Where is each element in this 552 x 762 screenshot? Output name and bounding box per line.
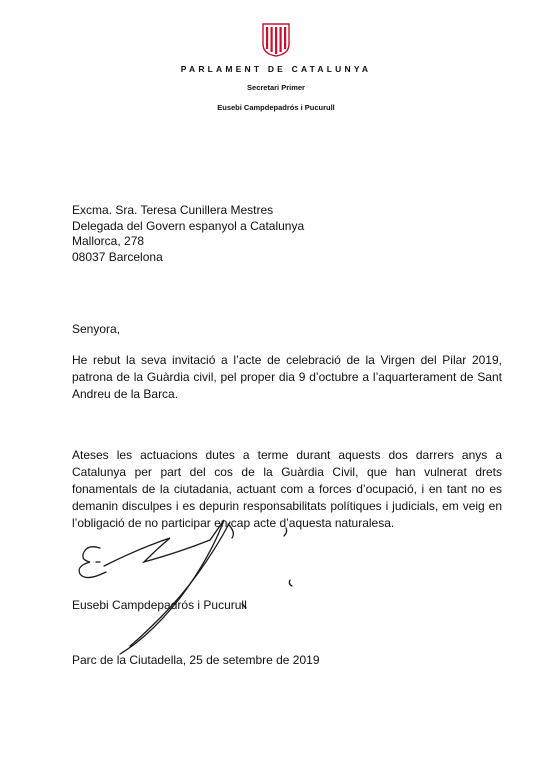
place-and-date: Parc de la Ciutadella, 25 de setembre de 2019	[72, 653, 320, 667]
recipient-line: 08037 Barcelona	[72, 249, 163, 264]
paragraph-refusal: Ateses les actuacions dutes a terme durant aquests dos darrers anys a Catalunya per part del cos de la Guàrdia Civil, que han vulnerat drets fonamentals de la ciutadania, actuant com a forces d’ocupació, i en tant no es demanin disculpes i es depurin responsabilitats polítiques i judicials, em veig en l’obligació de no participar en cap acte d’aquesta naturalesa.	[72, 448, 502, 530]
salutation: Senyora,	[72, 322, 121, 336]
recipient-line: Delegada del Govern espanyol a Catalunya	[72, 218, 305, 233]
parliament-emblem-icon	[261, 22, 291, 58]
signatory-name: Eusebi Campdepadrós i Pucurull	[72, 598, 247, 612]
recipient-line: Mallorca, 278	[72, 234, 145, 248]
recipient-address	[72, 203, 304, 265]
institution-name: PARLAMENT DE CATALUNYA	[180, 64, 372, 74]
recipient-line: Excma. Sra. Teresa Cunillera Mestres	[72, 203, 274, 217]
letterhead	[0, 22, 552, 112]
sender-name: Eusebi Campdepadrós i Pucurull	[217, 103, 335, 112]
handwritten-signature	[60, 518, 320, 658]
paragraph-invitation: He rebut la seva invitació a l’acte de celebració de la Virgen del Pilar 2019, patrona de la Guàrdia civil, pel proper dia 9 d’octubre a l’aquarterament de Sant Andreu de la Barca.	[72, 353, 502, 401]
sender-position: Secretari Primer	[247, 83, 305, 92]
